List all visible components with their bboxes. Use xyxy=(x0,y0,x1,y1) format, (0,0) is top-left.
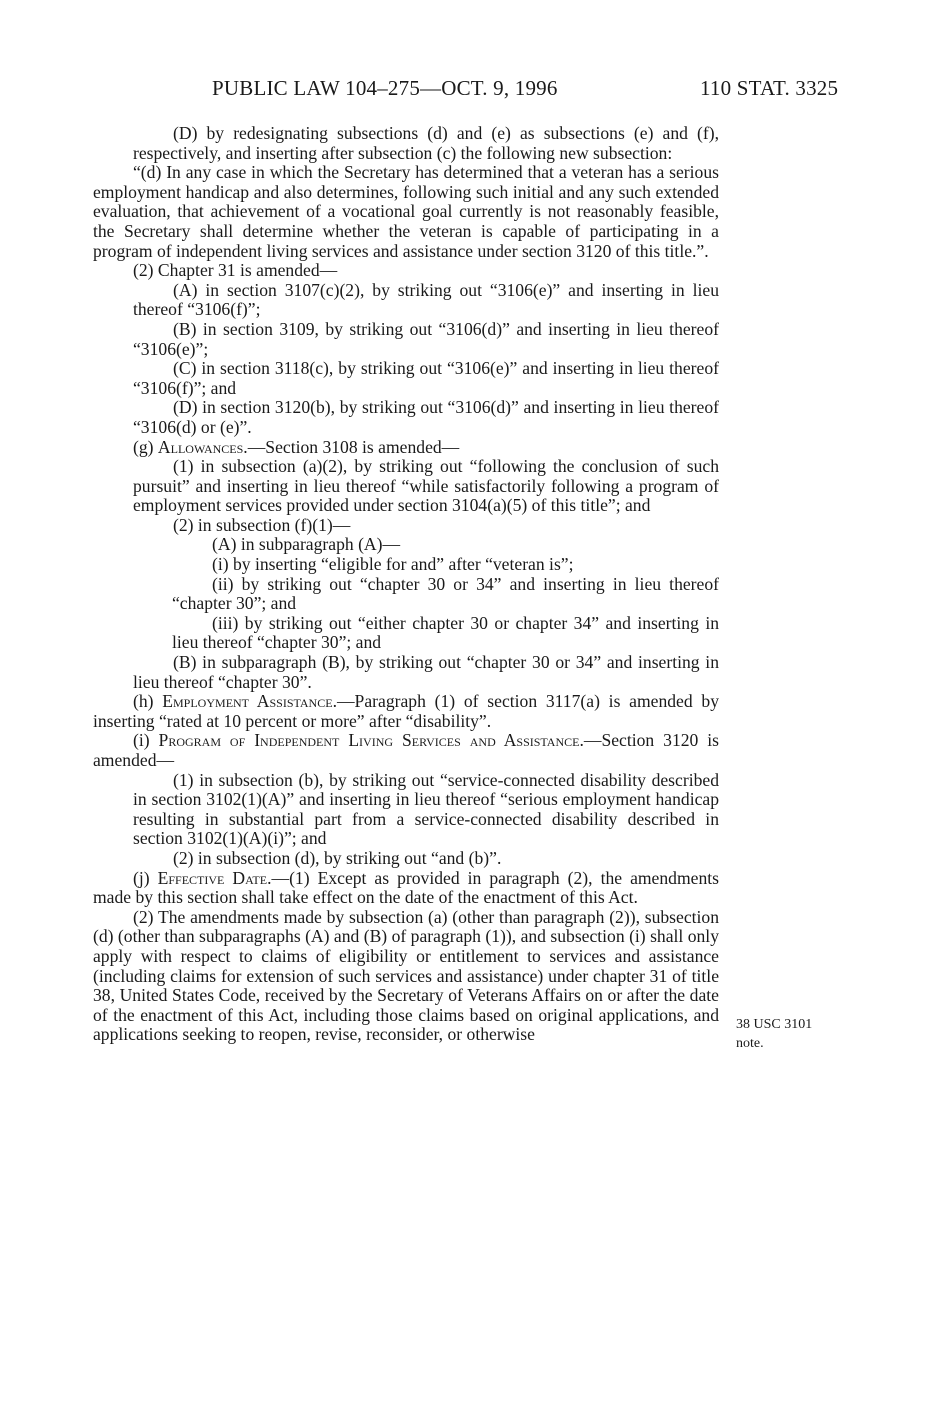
margin-note xyxy=(736,1015,846,1053)
paragraph-j2: (2) The amendments made by subsection (a) (other than paragraph (2)), subsection (d) (other than subparagraphs (A) and (B) of paragraph (1)), and subsection (i) shall only apply with respect to claims of eligibility or entitlement to services and assistance (including claims for extension of such services and assistance) under chapter 31 of title 38, United States Code, received by the Secretary of Veterans Affairs on or after the date of the enactment of this Act, including those claims based on original applications, and applications seeking to reopen, revise, reconsider, or otherwise xyxy=(93,906,719,1045)
paragraph-new-subsection-d: “(d) In any case in which the Secretary has determined that a veteran has a serious employment handicap and also determines, following such initial and any such extended evaluation, that achievement of a vocational goal currently is not reasonably feasible, the Secretary shall determine whether the veteran is capable of participating in a program of independent living services and assistance under section 3120 of this title.”. xyxy=(93,162,719,261)
paragraph-2c: (C) in section 3118(c), by striking out “3106(e)” and inserting in lieu thereof “3106(f)”; and xyxy=(133,358,719,398)
paragraph-i-independent-living xyxy=(93,731,719,770)
paragraph-i2: (2) in subsection (d), by striking out “and (b)”. xyxy=(173,847,502,868)
paragraph-j-effective-date xyxy=(93,869,719,908)
paragraph-h-employment xyxy=(93,692,719,731)
paragraph-i1: (1) in subsection (b), by striking out “service-connected disability described in section 3102(1)(A)” and inserting in lieu thereof “serious employment handicap resulting in substantial part from a service-connected disability described in section 3102(1)(A)(i)”; and xyxy=(133,769,719,849)
paragraph-2b: (B) in section 3109, by striking out “3106(d)” and inserting in lieu thereof “3106(e)”; xyxy=(133,318,719,359)
heading-independent-living: Program of Independent Living Services and Assistance xyxy=(158,730,580,751)
paragraph-g2b: (B) in subparagraph (B), by striking out “chapter 30 or 34” and inserting in lieu thereof “chapter 30”. xyxy=(133,652,719,692)
paragraph-g2a-ii: (ii) by striking out “chapter 30 or 34” and inserting in lieu thereof “chapter 30”; and xyxy=(172,573,719,614)
text-h: .—Paragraph (1) of section 3117(a) is amended by inserting “rated at 10 percent or more” after “disability”. xyxy=(93,691,720,731)
label-g: (g) xyxy=(133,436,158,457)
heading-allowances: Allowances xyxy=(157,436,244,457)
paragraph-g2a-i: (i) by inserting “eligible for and” after “veteran is”; xyxy=(212,554,574,575)
label-j: (j) xyxy=(133,867,158,888)
heading-effective-date: Effective Date xyxy=(157,867,268,888)
label-i: (i) xyxy=(133,730,159,751)
text-g: .—Section 3108 is amended— xyxy=(243,436,460,457)
body-text xyxy=(93,124,719,1045)
paragraph-2-chapter-31: (2) Chapter 31 is amended— xyxy=(133,260,338,281)
paragraph-g-allowances xyxy=(93,438,719,458)
margin-note-citation: 38 USC 3101 xyxy=(736,1017,813,1032)
text-j: .—(1) Except as provided in paragraph (2), the amendments made by this section shall take effect on the date of the enactment of this Act. xyxy=(93,867,719,908)
paragraph-g2a: (A) in subparagraph (A)— xyxy=(212,534,401,555)
paragraph-2a: (A) in section 3107(c)(2), by striking out “3106(e)” and inserting in lieu thereof “3106(f)”; xyxy=(133,279,719,320)
paragraph-g1: (1) in subsection (a)(2), by striking out “following the conclusion of such pursuit” and inserting in lieu thereof “while satisfactorily following a program of employment services provided under section 3104(a)(5) of this title”; and xyxy=(133,456,719,516)
paragraph-g2: (2) in subsection (f)(1)— xyxy=(173,514,351,535)
label-h: (h) xyxy=(133,691,163,712)
text-i: .—Section 3120 is amended— xyxy=(93,730,719,770)
running-head: PUBLIC LAW 104–275—OCT. 9, 1996 xyxy=(212,76,558,100)
margin-note-label: note. xyxy=(736,1036,764,1051)
heading-employment-assistance: Employment Assistance xyxy=(162,691,333,712)
paragraph-d-redesignating: (D) by redesignating subsections (d) and (e) as subsections (e) and (f), respectively, and inserting after subsection (c) the following new subsection: xyxy=(133,123,719,163)
statute-page-number: 110 STAT. 3325 xyxy=(700,76,839,100)
paragraph-2d: (D) in section 3120(b), by striking out “3106(d)” and inserting in lieu thereof “3106(d) or (e)”. xyxy=(133,397,719,437)
paragraph-g2a-iii: (iii) by striking out “either chapter 30 or chapter 34” and inserting in lieu thereof “chapter 30”; and xyxy=(172,612,719,653)
